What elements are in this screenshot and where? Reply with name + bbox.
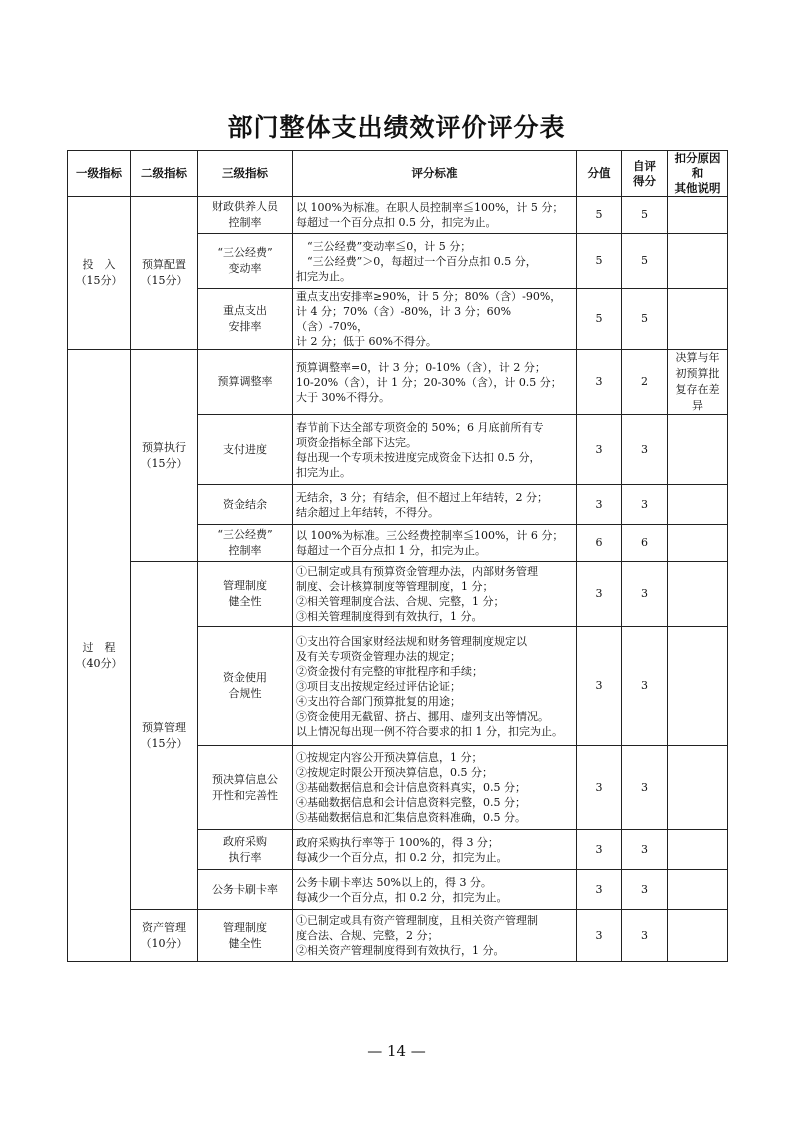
score-cell: 5: [577, 234, 622, 289]
indicator-cell: 重点支出 安排率: [198, 289, 293, 350]
self-score-cell: 3: [622, 870, 668, 910]
page-number: — 14 —: [367, 1042, 426, 1060]
indicator-cell: 预决算信息公 开性和完善性: [198, 746, 293, 830]
score-cell: 3: [577, 746, 622, 830]
criteria-cell: ①已制定或具有资产管理制度，且相关资产管理制 度合法、合规、完整，2 分； ②相关资产管理制度得到有效执行，1 分。: [293, 910, 577, 962]
self-score-cell: 3: [622, 415, 668, 485]
indicator-cell: 资金结余: [198, 485, 293, 525]
indicator-cell: 财政供养人员 控制率: [198, 197, 293, 234]
criteria-cell: ①支出符合国家财经法规和财务管理制度规定以 及有关专项资金管理办法的规定； ②资金拨付有完整的审批程序和手续； ③项目支出按规定经过评估论证； ④支出符合部门预算批复的用途； ⑤资金使用无截留、挤占、挪用、虚列支出等情况。 以上情况每出现一例不符合要求的扣 1 分，扣完为止。: [293, 627, 577, 746]
note-cell: [668, 485, 728, 525]
score-cell: 3: [577, 627, 622, 746]
score-cell: 5: [577, 197, 622, 234]
note-cell: [668, 415, 728, 485]
note-cell: [668, 627, 728, 746]
header-score: 分值: [577, 151, 622, 197]
note-cell: 决算与年 初预算批 复存在差 异: [668, 350, 728, 415]
note-cell: [668, 910, 728, 962]
self-score-cell: 2: [622, 350, 668, 415]
table-row: [68, 562, 728, 627]
level2-asset-management: 资产管理 （10分）: [131, 910, 198, 962]
table-row: [68, 910, 728, 962]
level2-budget-management: 预算管理 （15分）: [131, 562, 198, 910]
note-cell: [668, 197, 728, 234]
criteria-cell: 重点支出安排率≥90%，计 5 分；80%（含）-90%， 计 4 分；70%（含）-80%，计 3 分；60%（含）-70%， 计 2 分；低于 60%不得分。: [293, 289, 577, 350]
note-cell: [668, 562, 728, 627]
indicator-cell: “三公经费” 变动率: [198, 234, 293, 289]
score-cell: 3: [577, 485, 622, 525]
note-cell: [668, 234, 728, 289]
self-score-cell: 3: [622, 562, 668, 627]
self-score-cell: 3: [622, 746, 668, 830]
self-score-cell: 3: [622, 910, 668, 962]
criteria-cell: “三公经费”变动率≦0，计 5 分； “三公经费”＞0，每超过一个百分点扣 0.5 分， 扣完为止。: [293, 234, 577, 289]
self-score-cell: 3: [622, 627, 668, 746]
indicator-cell: 管理制度 健全性: [198, 910, 293, 962]
table-row: [68, 350, 728, 415]
header-level3: 三级指标: [198, 151, 293, 197]
note-cell: [668, 746, 728, 830]
criteria-cell: ①已制定或具有预算资金管理办法，内部财务管理 制度、会计核算制度等管理制度，1 分； ②相关管理制度合法、合规、完整，1 分； ③相关管理制度得到有效执行，1 分。: [293, 562, 577, 627]
header-level1: 一级指标: [68, 151, 131, 197]
indicator-cell: 预算调整率: [198, 350, 293, 415]
note-cell: [668, 870, 728, 910]
page-title: 部门整体支出绩效评价评分表: [227, 113, 566, 142]
criteria-cell: 以 100%为标准。三公经费控制率≦100%，计 6 分； 每超过一个百分点扣 1 分，扣完为止。: [293, 525, 577, 562]
header-row: [68, 151, 728, 197]
note-cell: [668, 830, 728, 870]
level2-budget-execution: 预算执行 （15分）: [131, 350, 198, 562]
criteria-cell: 政府采购执行率等于 100%的，得 3 分； 每减少一个百分点，扣 0.2 分，扣完为止。: [293, 830, 577, 870]
header-self-score: 自评 得分: [622, 151, 668, 197]
score-cell: 3: [577, 910, 622, 962]
self-score-cell: 3: [622, 830, 668, 870]
criteria-cell: 公务卡刷卡率达 50%以上的，得 3 分。 每减少一个百分点，扣 0.2 分，扣完为止。: [293, 870, 577, 910]
indicator-cell: 资金使用 合规性: [198, 627, 293, 746]
self-score-cell: 6: [622, 525, 668, 562]
level1-input: 投 入 （15分）: [68, 197, 131, 350]
self-score-cell: 5: [622, 234, 668, 289]
table-row: [68, 197, 728, 234]
self-score-cell: 3: [622, 485, 668, 525]
header-level2: 二级指标: [131, 151, 198, 197]
indicator-cell: 公务卡刷卡率: [198, 870, 293, 910]
indicator-cell: 管理制度 健全性: [198, 562, 293, 627]
score-cell: 3: [577, 870, 622, 910]
indicator-cell: “三公经费” 控制率: [198, 525, 293, 562]
level2-budget-allocation: 预算配置 （15分）: [131, 197, 198, 350]
criteria-cell: ①按规定内容公开预决算信息，1 分； ②按规定时限公开预决算信息，0.5 分； ③基础数据信息和会计信息资料真实，0.5 分； ④基础数据信息和会计信息资料完整，0.5 分； ⑤基础数据信息和汇集信息资料准确，0.5 分。: [293, 746, 577, 830]
self-score-cell: 5: [622, 289, 668, 350]
score-cell: 6: [577, 525, 622, 562]
score-cell: 5: [577, 289, 622, 350]
score-cell: 3: [577, 415, 622, 485]
header-notes: 扣分原因和 其他说明: [668, 151, 728, 197]
criteria-cell: 以 100%为标准。在职人员控制率≦100%，计 5 分； 每超过一个百分点扣 0.5 分，扣完为止。: [293, 197, 577, 234]
header-criteria: 评分标准: [293, 151, 577, 197]
score-cell: 3: [577, 830, 622, 870]
indicator-cell: 支付进度: [198, 415, 293, 485]
self-score-cell: 5: [622, 197, 668, 234]
indicator-cell: 政府采购 执行率: [198, 830, 293, 870]
note-cell: [668, 525, 728, 562]
score-cell: 3: [577, 562, 622, 627]
score-cell: 3: [577, 350, 622, 415]
criteria-cell: 春节前下达全部专项资金的 50%；6 月底前所有专 项资金指标全部下达完。 每出现一个专项未按进度完成资金下达扣 0.5 分， 扣完为止。: [293, 415, 577, 485]
note-cell: [668, 289, 728, 350]
criteria-cell: 无结余，3 分；有结余，但不超过上年结转，2 分； 结余超过上年结转，不得分。: [293, 485, 577, 525]
criteria-cell: 预算调整率=0，计 3 分；0-10%（含），计 2 分； 10-20%（含），计 1 分；20-30%（含），计 0.5 分； 大于 30%不得分。: [293, 350, 577, 415]
level1-process: 过 程 （40分）: [68, 350, 131, 962]
score-table: [67, 150, 728, 962]
